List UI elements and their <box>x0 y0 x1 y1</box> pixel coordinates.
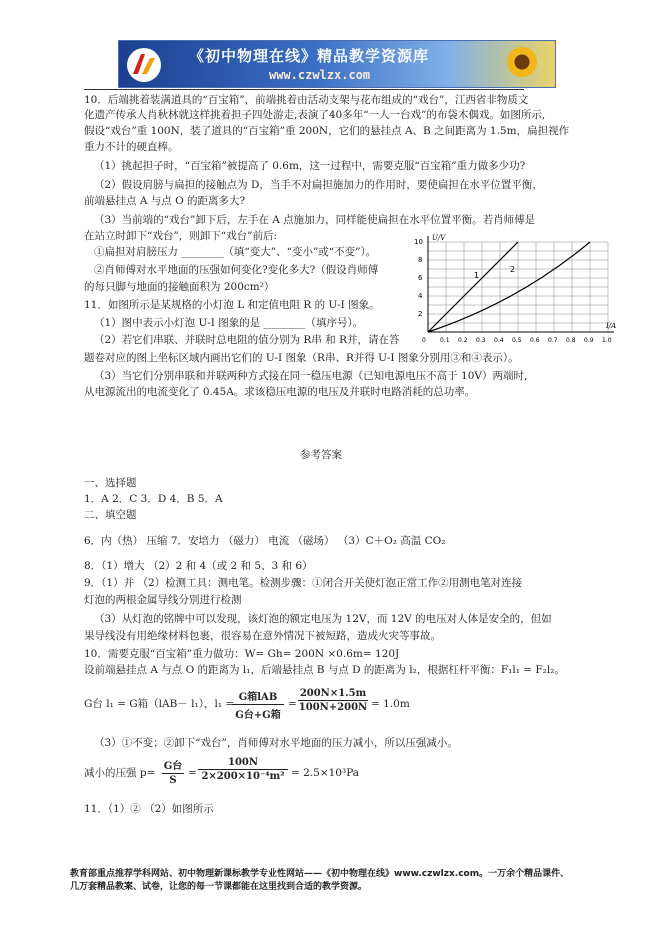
q11-part1: （1）图中表示小灯泡 U-I 图象的是 ________（填序号）。 <box>94 317 364 329</box>
x-tick: 0 <box>422 337 426 344</box>
y-tick: 4 <box>418 292 423 300</box>
answer-10b: 设前端悬挂点 A 与点 O 的距离为 l₁，后端悬挂点 B 与点 D 的距离为 l₂，根据杠杆平衡：F₁l₁ = F₂l₂。 <box>84 664 565 676</box>
fraction-bar <box>162 773 184 774</box>
x-tick: 0.3 <box>476 337 486 344</box>
y-tick: 6 <box>418 274 423 282</box>
y-axis-label: U/V <box>432 234 446 242</box>
answer-10c-left: G台 l₁ = G箱（lAB－ l₁），l₁ = <box>84 698 235 710</box>
footer-line2: 几万套精品教案、试卷，让您的每一节课都能在这里找到合适的教学资源。 <box>70 882 368 892</box>
fraction-denominator: S <box>169 775 177 786</box>
q11-part3a: （3）当它们分别串联和并联两种方式接在同一稳压电源（已知电源电压不高于 10V）两端时, <box>94 370 528 382</box>
y-tick: 2 <box>418 310 423 318</box>
section-choice: 一、选择题 <box>84 477 137 489</box>
q10-part2a: （2）假设肩膀与扁担的接触点为 D，当手不对扁担施加力的作用时，要使扁担在水平位置平衡， <box>94 179 543 191</box>
x-axis-label: I/A <box>606 322 617 330</box>
choice-answers: 1．A 2．C 3．D 4．B 5．A <box>84 493 223 505</box>
q10-part2b: 前端悬挂点 A 与点 O 的距离多大? <box>84 195 246 207</box>
curve-2-label: 2 <box>510 265 516 274</box>
y-tick: 8 <box>418 256 423 264</box>
fraction-denominator: G台+G箱 <box>235 710 281 721</box>
fraction-denominator: 100N+200N <box>298 702 368 713</box>
q10-line2: 化遗产传承人肖秋林就这样挑着担子四处游走,表演了40多年“一人一台戏”的布袋木偶戏。如图所示, <box>84 109 546 121</box>
footer-line1: 教育部重点推荐学科网站、初中物理新课标教学专业性网站——《初中物理在线》www.czwlzx.com。一万余个精品课件、 <box>70 869 570 879</box>
x-tick: 0.9 <box>584 337 594 344</box>
fraction-10e-2 <box>198 757 288 782</box>
equals-sign: = <box>288 698 297 710</box>
fraction-bar <box>298 700 368 701</box>
fraction-numerator: 100N <box>227 757 258 768</box>
answer-9c: （3）从灯泡的铭牌中可以发现，该灯泡的额定电压为 12V，而 12V 的电压对人体是安全的，但如 <box>94 613 552 625</box>
q11-part2b: 题卷对应的图上坐标区域内画出它们的 U-I 图象（R串、R并得 U-I 图象分别用③和④表示）。 <box>84 352 519 364</box>
q10-part3d: ②肖师傅对水平地面的压强如何变化?变化多大?（假设肖师傅 <box>94 264 379 276</box>
equals-sign: = <box>188 767 197 779</box>
answer-10a: 10．需要克服“百宝箱”重力做功：W= Gh= 200N ×0.6m= 120J <box>84 648 400 660</box>
fraction-bar <box>198 769 288 770</box>
fraction-10e-1 <box>162 757 184 786</box>
header-rule <box>84 89 524 90</box>
fraction-numerator: G箱lAB <box>238 692 278 703</box>
answers-heading: 参考答案 <box>300 449 342 461</box>
q11-part2a: （2）若它们串联、并联时总电阻的值分别为 R串 和 R并，请在答 <box>94 334 400 346</box>
q10-line1: 10．后端挑着装满道具的“百宝箱”，前端挑着由活动支架与花布组成的“戏台”，江西省非物质文 <box>84 94 529 106</box>
q11-part3b: 从电源流出的电流变化了 0.45A。求该稳压电源的电压及并联时电路消耗的总功率。 <box>84 386 476 398</box>
x-tick: 0.7 <box>548 337 558 344</box>
fraction-10c-1 <box>232 688 284 721</box>
answer-9b: 灯泡的两根金属导线分别进行检测 <box>84 594 242 606</box>
curve-1-label: 1 <box>474 271 480 280</box>
fraction-10c-2 <box>298 688 368 713</box>
x-tick: 0.5 <box>512 337 522 344</box>
fraction-denominator: 2×200×10⁻⁴m² <box>201 771 285 782</box>
q10-part3e: 的每只脚与地面的接触面积为 200cm²） <box>84 281 275 293</box>
x-tick: 0.6 <box>530 337 540 344</box>
site-logo-icon <box>125 46 163 84</box>
banner-title: 《初中物理在线》精品教学资源库 <box>189 47 430 65</box>
answer-10e-left: 减小的压强 p= <box>84 767 156 779</box>
answer-6-7: 6．内（热） 压缩 7．安培力 （磁力） 电流 （磁场） （3）C＋O₂ 高温 CO₂ <box>84 535 446 547</box>
x-tick: 0.2 <box>458 337 468 344</box>
answer-8: 8．（1）增大 （2）2 和 4（或 2 和 5、3 和 6） <box>84 560 313 572</box>
q10-part1: （1）挑起担子时，“百宝箱”被提高了 0.6m，这一过程中，需要克服“百宝箱”重力做多少功? <box>94 160 526 172</box>
x-tick: 0.1 <box>440 337 450 344</box>
x-tick: 1.0 <box>602 337 612 344</box>
x-tick: 0.4 <box>494 337 504 344</box>
q10-part3a: （3）当前端的“戏台”卸下后，左手在 A 点施加力，同样能使扁担在水平位置平衡。若肖师傅是 <box>94 214 536 226</box>
answer-10e-result: = 2.5×10³Pa <box>291 767 360 779</box>
fraction-bar <box>232 704 284 705</box>
answer-9a: 9．（1）并 （2）检测工具：测电笔。检测步骤：①闭合开关使灯泡正常工作②用测电笔对连接 <box>84 577 523 589</box>
answer-9d: 果导线没有用绝缘材料包裹，很容易在意外情况下被短路，造成火灾等事故。 <box>84 630 441 642</box>
banner-url[interactable]: www.czwlzx.com <box>269 68 371 82</box>
sunflower-icon <box>507 47 537 77</box>
header-banner <box>118 40 556 88</box>
graph-grid <box>428 242 608 332</box>
q11-line1: 11．如图所示是某规格的小灯泡 L 和定值电阻 R 的 U-I 图象。 <box>84 299 380 311</box>
section-fill: 二、填空题 <box>84 509 137 521</box>
fraction-numerator: G台 <box>163 761 183 772</box>
q10-line3: 假设“戏台”重 100N，装了道具的“百宝箱”重 200N，它们的悬挂点 A、B 之间距离为 1.5m，扁担视作 <box>84 125 570 137</box>
answer-10d: （3）①不变；②卸下“戏台”，肖师傅对水平地面的压力减小，所以压强减小。 <box>94 737 458 749</box>
fraction-numerator: 200N×1.5m <box>299 688 367 699</box>
q10-line4: 重力不计的硬直棒。 <box>84 141 179 153</box>
q10-part3b: 在站立时卸下“戏台”，则卸下“戏台”前后: <box>84 230 278 242</box>
y-tick: 10 <box>414 238 423 246</box>
answer-10c-result: = 1.0m <box>371 698 410 710</box>
x-tick: 0.8 <box>566 337 576 344</box>
q10-part3c: ①扁担对肩膀压力 ________（填“变大”、“变小”或“不变”）。 <box>94 246 377 258</box>
ui-graph <box>408 232 618 352</box>
answer-11: 11．（1）② （2）如图所示 <box>84 803 214 815</box>
